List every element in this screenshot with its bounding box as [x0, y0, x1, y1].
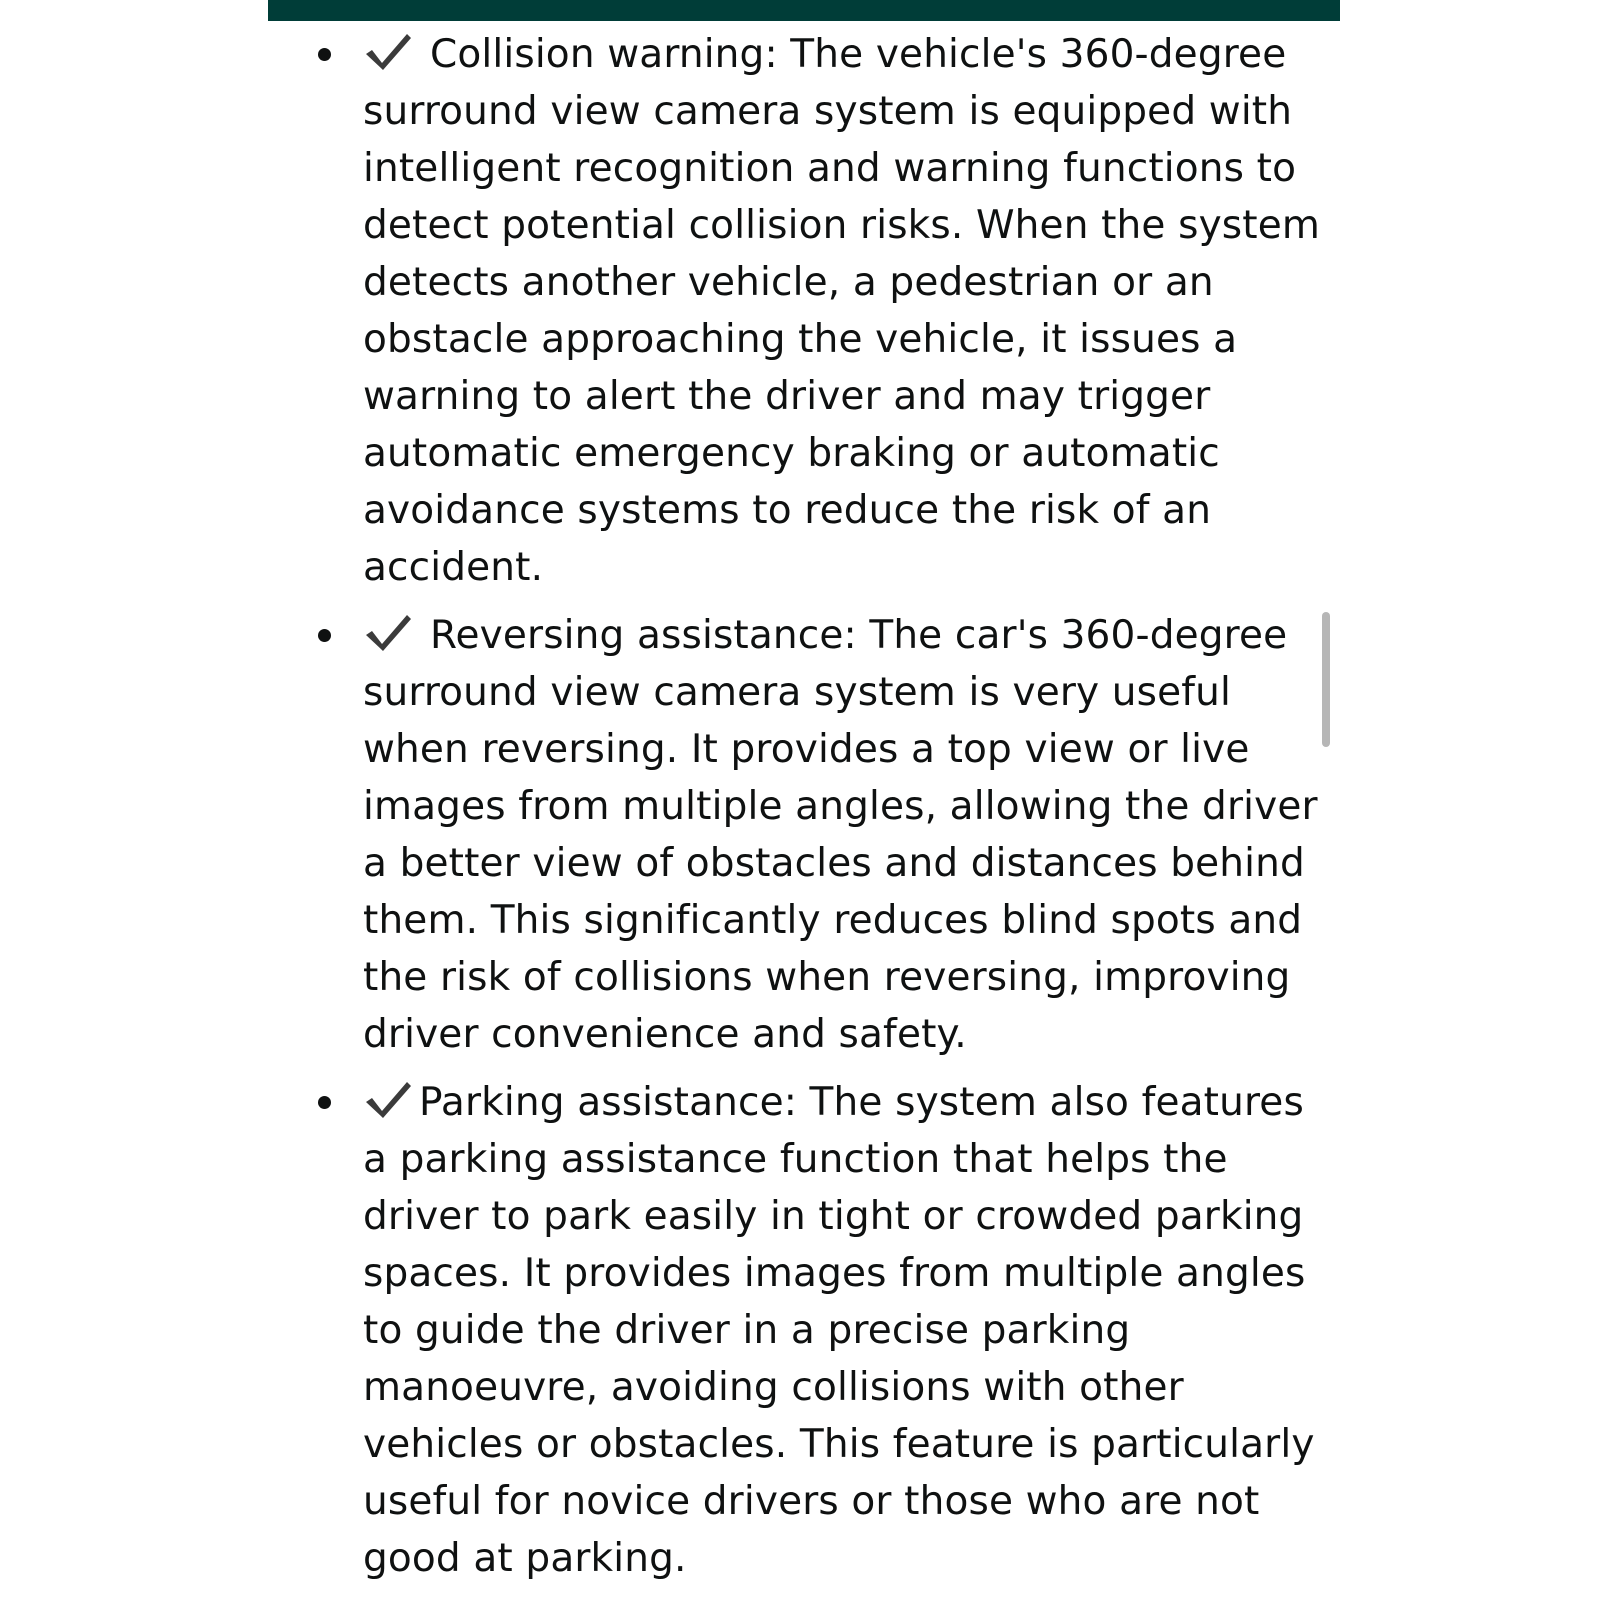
check-mark-icon	[363, 613, 413, 653]
feature-bullet-collision-warning	[363, 26, 1323, 596]
feature-bullet-reversing-assistance	[363, 607, 1323, 1063]
check-mark-icon	[363, 1080, 413, 1120]
feature-bullet-text: Parking assistance: The system also features a parking assistance function that helps the driver to park easily in tight or crowded parking spaces. It provides images from multiple angles to guide the driver in a precise parking manoeuvre, avoiding collisions with other vehicles or obstacles. This feature is particularly useful for novice drivers or those who are not good at parking.	[363, 1080, 1315, 1581]
product-description-panel	[268, 0, 1340, 1600]
header-bar	[268, 0, 1340, 21]
bullet-dot-icon	[318, 629, 331, 642]
bullet-dot-icon	[318, 48, 331, 61]
bullet-dot-icon	[318, 1096, 331, 1109]
vertical-scrollbar[interactable]	[1322, 612, 1330, 747]
feature-bullet-parking-assistance	[363, 1074, 1323, 1587]
feature-bullet-text: Collision warning: The vehicle's 360-degree surround view camera system is equipped with intelligent recognition and warning functions to detect potential collision risks. When the system detects another vehicle, a pedestrian or an obstacle approaching the vehicle, it issues a warning to alert the driver and may trigger automatic emergency braking or automatic avoidance systems to reduce the risk of an accident.	[363, 32, 1321, 590]
check-mark-icon	[363, 32, 413, 72]
feature-bullet-text: Reversing assistance: The car's 360-degree surround view camera system is very useful when reversing. It provides a top view or live images from multiple angles, allowing the driver a better view of obstacles and distances behind them. This significantly reduces blind spots and the risk of collisions when reversing, improving driver convenience and safety.	[363, 613, 1318, 1057]
feature-bullet-list	[363, 26, 1323, 1598]
